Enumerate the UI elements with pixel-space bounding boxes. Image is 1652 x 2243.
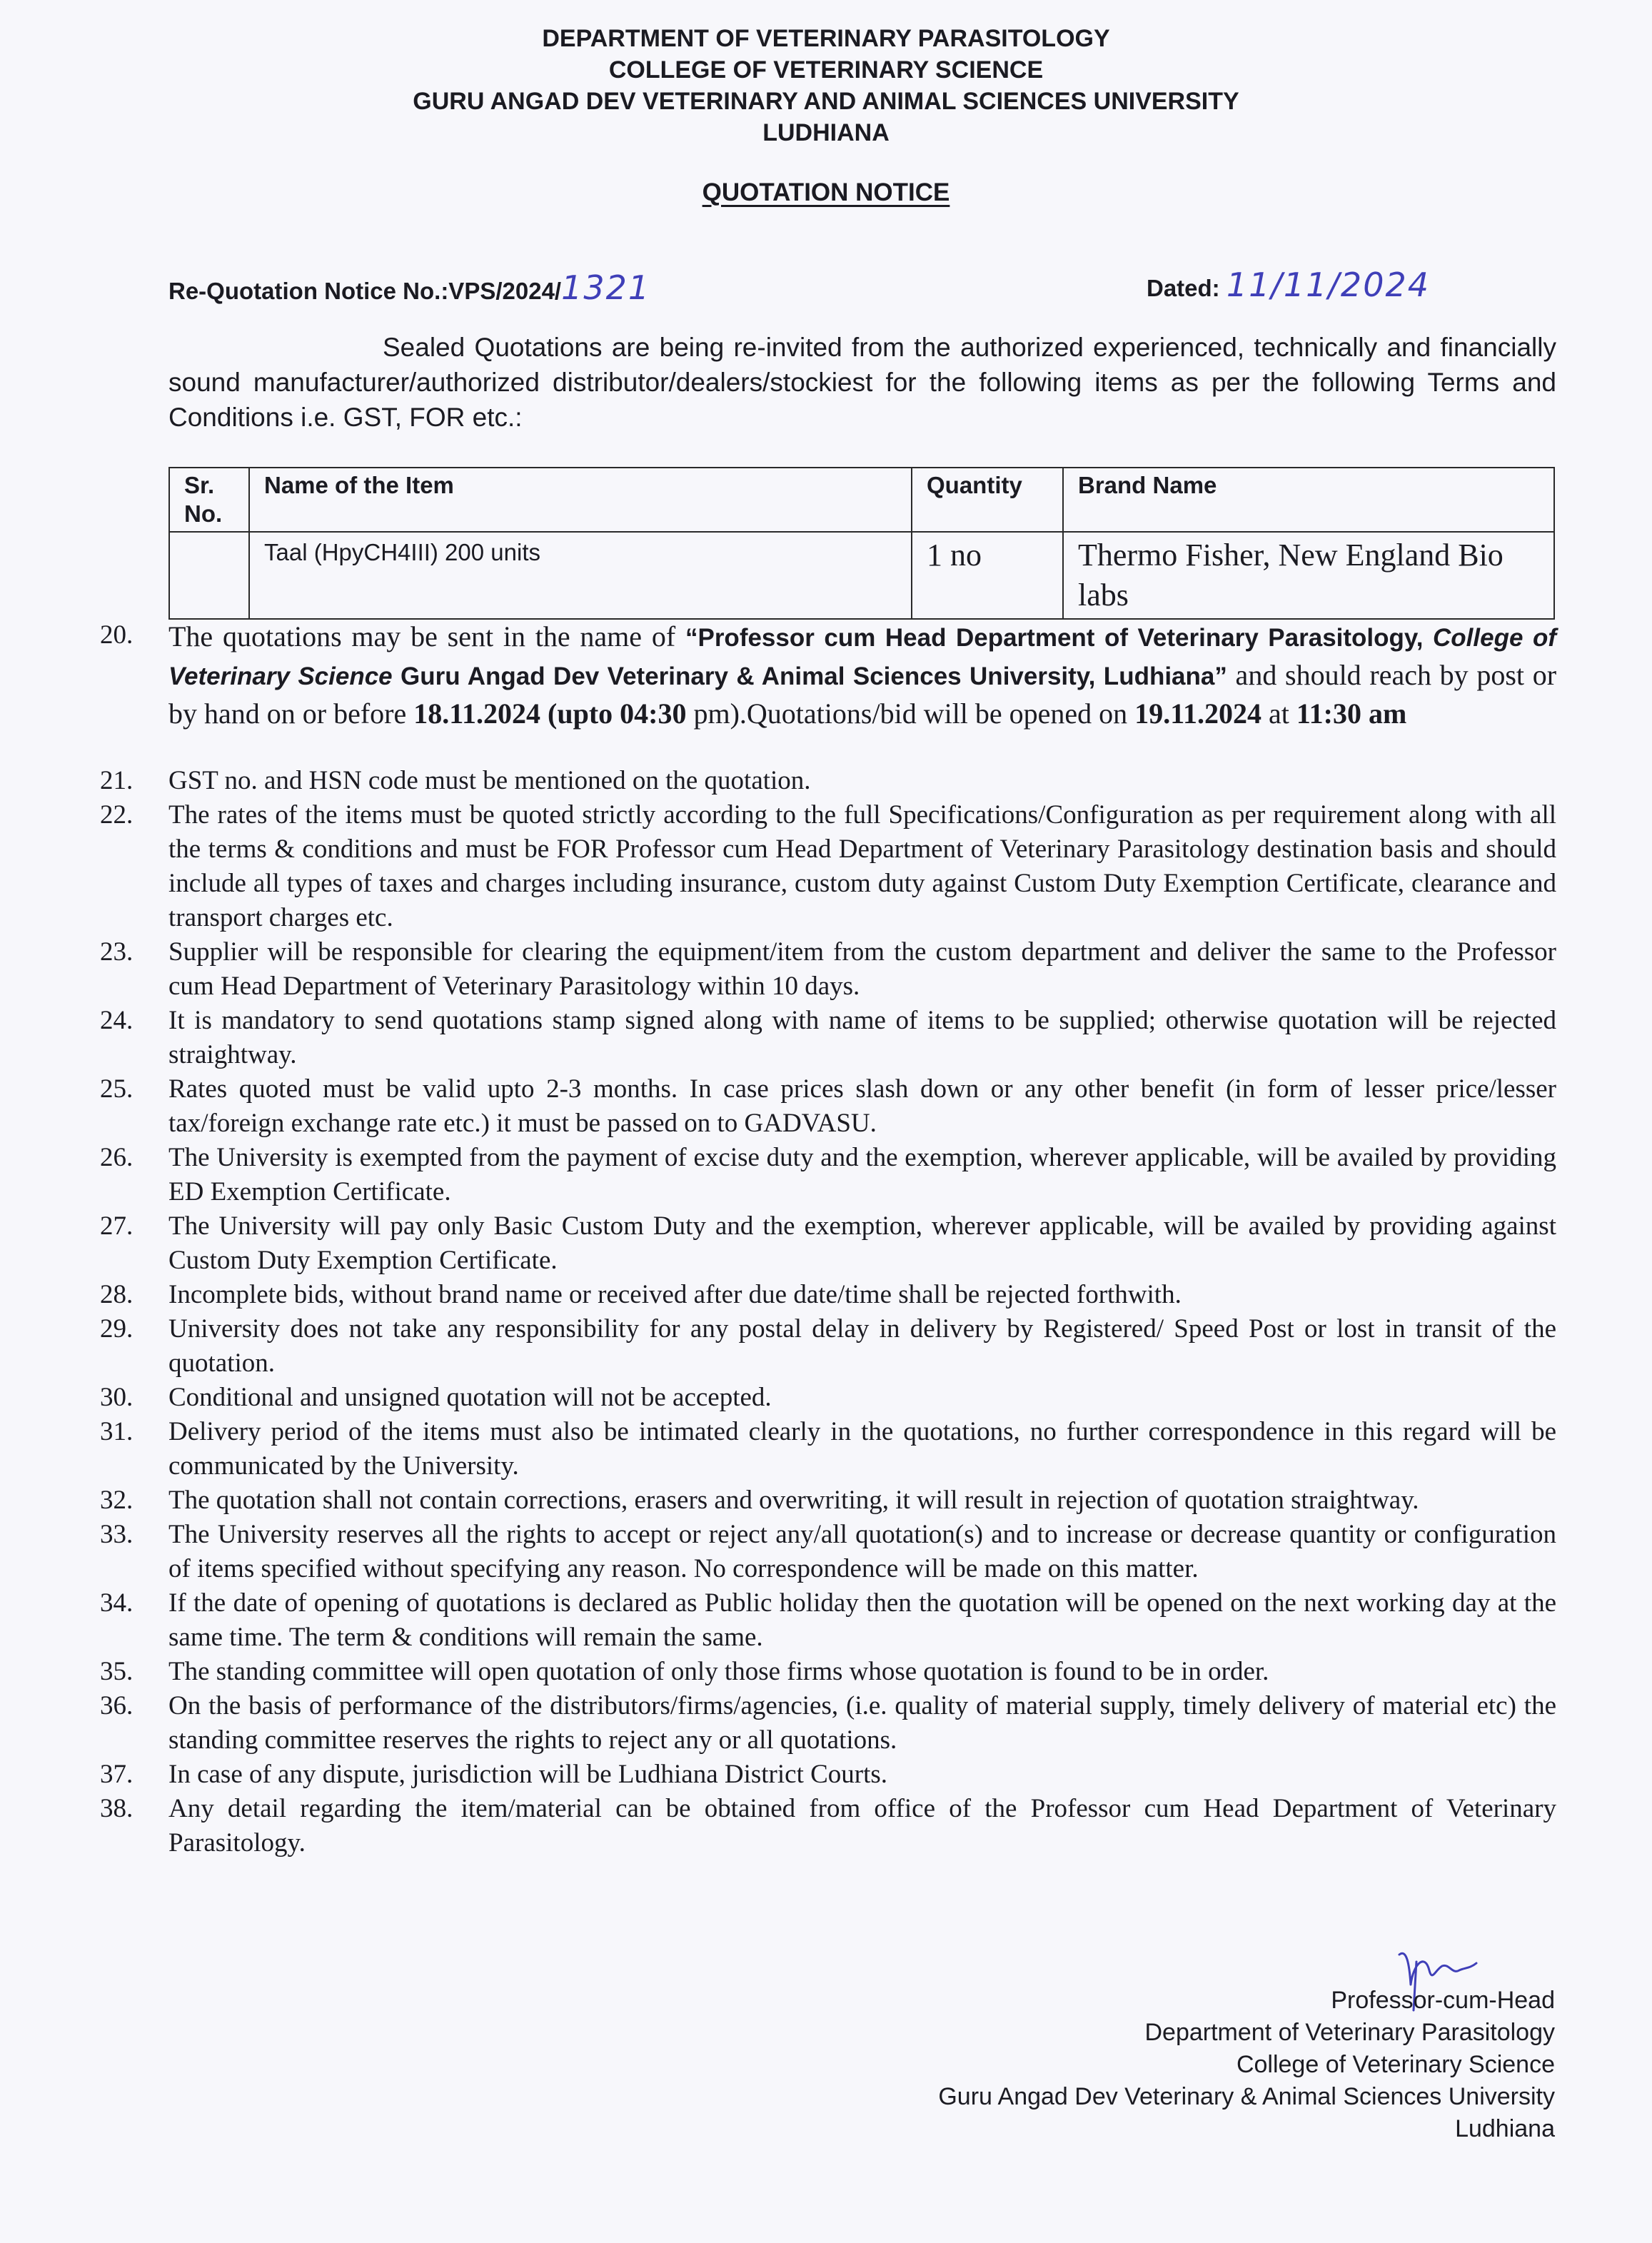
col-brand-name: Brand Name bbox=[1063, 468, 1554, 532]
list-item: 34. If the date of opening of quotations is declared as Public holiday then the quotation will be opened on the next working day at the same time. The term & conditions will remain the same. bbox=[100, 1588, 1556, 1652]
row-brand-name: Thermo Fisher, New England Bio labs bbox=[1063, 532, 1554, 619]
list-item: 36. On the basis of performance of the distributors/firms/agencies, (i.e. quality of material supply, timely delivery of material etc) the standing committee reserves the rights to reject any or all quotations. bbox=[100, 1691, 1556, 1755]
term-number: 20. bbox=[100, 620, 134, 650]
list-item: 37. In case of any dispute, jurisdiction will be Ludhiana District Courts. bbox=[100, 1760, 888, 1789]
list-item: 33. The University reserves all the rights to accept or reject any/all quotation(s) and to increase or decrease quantity or configuration of items specified without specifying any reason. No correspondence will be made on this matter. bbox=[100, 1520, 1556, 1583]
department-name: DEPARTMENT OF VETERINARY PARASITOLOGY bbox=[542, 25, 1110, 52]
signatory-city: Ludhiana bbox=[1455, 2115, 1555, 2142]
col-quantity: Quantity bbox=[912, 468, 1063, 532]
list-item: 23. Supplier will be responsible for clearing the equipment/item from the custom department and deliver the same to the Professor cum Head Department of Veterinary Parasitology within 10 days. bbox=[100, 937, 1556, 1001]
list-item: 24. It is mandatory to send quotations stamp signed along with name of items to be supplied; otherwise quotation will be rejected straightway. bbox=[100, 1006, 1556, 1069]
college-name: COLLEGE OF VETERINARY SCIENCE bbox=[608, 56, 1044, 84]
list-item: 22. The rates of the items must be quoted strictly according to the full Specifications/Configuration as per requirement along with all the terms & conditions and must be FOR Professor cum Head Department of Veterinary Parasitology destination basis and should include all types of taxes and charges including insurance, custom duty against Custom Duty Exemption Certificate, clearance and transport charges etc. bbox=[100, 800, 1556, 932]
list-item: 35. The standing committee will open quotation of only those firms whose quotation is found to be in order. bbox=[100, 1657, 1269, 1686]
list-item: 28. Incomplete bids, without brand name or received after due date/time shall be rejected forthwith. bbox=[100, 1280, 1182, 1309]
list-item: 21. GST no. and HSN code must be mentioned on the quotation. bbox=[100, 766, 811, 795]
intro-paragraph: Sealed Quotations are being re-invited from the authorized experienced, technically and financially sound manufacturer/authorized distributor/dealers/stockiest for the following items as per the following Terms and Conditions i.e. GST, FOR etc.: bbox=[168, 333, 1556, 432]
list-item: 30. Conditional and unsigned quotation will not be accepted. bbox=[100, 1383, 772, 1412]
notice-title: QUOTATION NOTICE bbox=[702, 178, 950, 206]
city-name: LUDHIANA bbox=[762, 119, 890, 146]
term-text: The quotations may be sent in the name of “Professor cum Head Department of Veterinary Parasitology, College of Veterinary Science Guru Angad Dev Veterinary & Animal Sciences University, Ludhiana” and should reach by post or by hand on or before 18.11.2024 (upto 04:30 pm).Quotations/bid will be opened on 19.11.2024 at 11:30 am bbox=[168, 620, 1557, 730]
row-item-name: Taal (HpyCH4III) 200 units bbox=[249, 532, 912, 619]
list-item: 31. Delivery period of the items must also be intimated clearly in the quotations, no further correspondence in this regard will be communicated by the University. bbox=[100, 1417, 1556, 1481]
signatory-university: Guru Angad Dev Veterinary & Animal Sciences University bbox=[938, 2083, 1555, 2110]
signatory-title: Professor-cum-Head bbox=[1331, 1987, 1555, 2014]
terms-list bbox=[100, 618, 1556, 1860]
table-row bbox=[169, 532, 1554, 619]
signature-block bbox=[938, 1985, 1555, 2145]
list-item: 38. Any detail regarding the item/material can be obtained from office of the Professor cum Head Department of Veterinary Parasitology. bbox=[100, 1794, 1556, 1858]
col-sr-no: Sr. No. bbox=[169, 468, 249, 532]
university-name: GURU ANGAD DEV VETERINARY AND ANIMAL SCIENCES UNIVERSITY bbox=[413, 88, 1239, 115]
notice-number-label: Re-Quotation Notice No.:VPS/2024/ bbox=[168, 278, 562, 304]
handwritten-date: 11/11/2024 bbox=[1226, 266, 1430, 304]
list-item: 29. University does not take any responsibility for any postal delay in delivery by Registered/ Speed Post or lost in transit of the quotation. bbox=[100, 1314, 1556, 1378]
list-item: 25. Rates quoted must be valid upto 2-3 months. In case prices slash down or any other benefit (in form of lesser price/lesser tax/foreign exchange rate etc.) it must be passed on to GADVASU. bbox=[100, 1074, 1556, 1138]
signatory-college: College of Veterinary Science bbox=[1236, 2051, 1555, 2078]
signatory-department: Department of Veterinary Parasitology bbox=[1144, 2019, 1555, 2046]
row-quantity: 1 no bbox=[912, 532, 1063, 619]
table-header-row bbox=[169, 468, 1554, 532]
letterhead bbox=[0, 23, 1652, 148]
notice-number bbox=[168, 268, 650, 307]
row-sr-no bbox=[169, 532, 249, 619]
list-item bbox=[100, 618, 1556, 732]
notice-date bbox=[1147, 266, 1430, 304]
items-table bbox=[168, 467, 1555, 620]
list-item: 26. The University is exempted from the payment of excise duty and the exemption, wherever applicable, will be availed by providing ED Exemption Certificate. bbox=[100, 1143, 1556, 1206]
date-label: Dated: bbox=[1147, 275, 1220, 301]
handwritten-notice-number: 1321 bbox=[561, 268, 651, 307]
list-item: 32. The quotation shall not contain corrections, erasers and overwriting, it will result in rejection of quotation straightway. bbox=[100, 1486, 1419, 1515]
col-item-name: Name of the Item bbox=[249, 468, 912, 532]
list-item: 27. The University will pay only Basic Custom Duty and the exemption, wherever applicable, will be availed by providing against Custom Duty Exemption Certificate. bbox=[100, 1211, 1556, 1275]
